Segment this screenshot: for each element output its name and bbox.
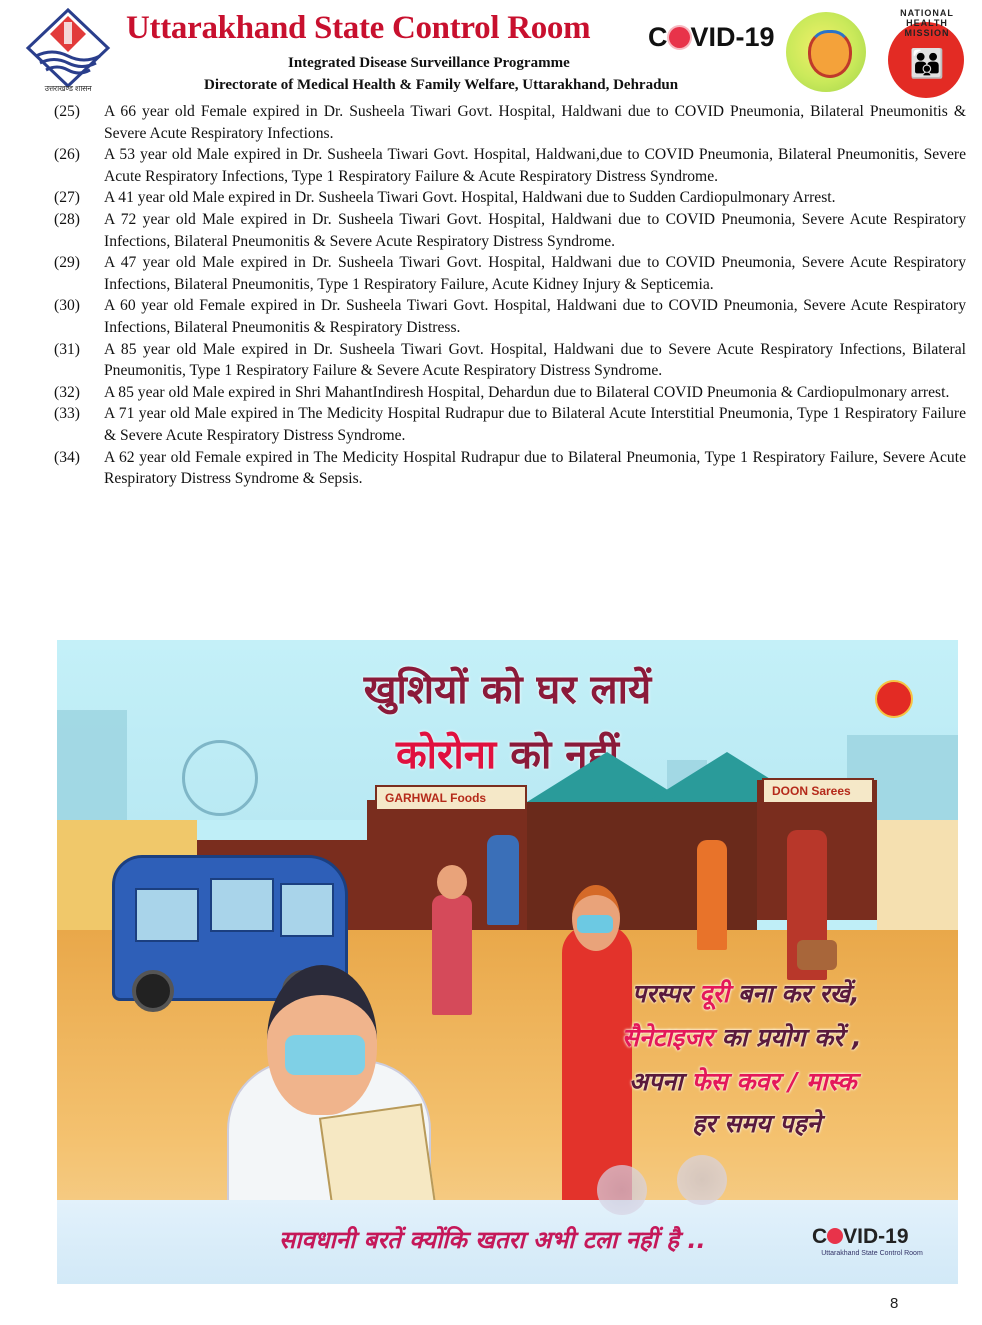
item-text: A 72 year old Male expired in Dr. Susheela Tiwari Govt. Hospital, Haldwani due to COVID Pneumonia, Severe Acute Respiratory Infections, Bilateral Pneumonitis & Severe Acute Respiratory Distress Syndrome. — [104, 210, 966, 250]
doctor-mask-icon — [285, 1035, 365, 1075]
emblem-caption: उत्तराखण्ड शासन — [44, 84, 92, 93]
item-number: (31) — [54, 340, 80, 358]
person-head — [437, 865, 467, 899]
poster-message-line1 — [632, 976, 860, 1010]
msg-highlight: सैनेटाइजर — [622, 1023, 713, 1052]
shop-sign-doon: DOON Sarees — [762, 778, 874, 804]
item-number: (34) — [54, 448, 80, 466]
page-title: Uttarakhand State Control Room — [126, 10, 591, 46]
list-item — [54, 209, 966, 252]
item-number: (30) — [54, 297, 80, 315]
msg-text: बना कर रखें, — [729, 979, 860, 1008]
national-health-mission-logo — [882, 8, 972, 98]
msg-text: अपना — [629, 1067, 692, 1096]
item-text: A 41 year old Male expired in Dr. Susheela Tiwari Govt. Hospital, Haldwani due to Sudden Cardiopulmonary Arrest. — [104, 189, 836, 207]
item-text: A 85 year old Male expired in Shri MahantIndiresh Hospital, Dehardun due to Bilateral COVID Pneumonia & Cardiopulmonary arrest. — [104, 383, 950, 401]
poster-message-line3 — [629, 1064, 856, 1098]
masked-face-icon — [808, 30, 852, 78]
list-item — [54, 382, 966, 404]
list-item — [54, 101, 966, 144]
poster-headline-line1: खुशियों को घर लायें — [363, 667, 652, 713]
item-text: A 85 year old Male expired in Dr. Susheela Tiwari Govt. Hospital, Haldwani due to Severe Acute Respiratory Infections, Bilateral Pneumonitis, Type 1 Respiratory Failure & Severe Acute Respiratory Distress Syndrome. — [104, 340, 966, 380]
list-item — [54, 295, 966, 338]
item-text: A 62 year old Female expired in The Medicity Hospital Rudrapur due to Bilateral Pneumonia, Type 1 Respiratory Failure, Severe Acute Respiratory Distress Syndrome & Sepsis. — [104, 448, 966, 488]
item-text: A 53 year old Male expired in Dr. Susheela Tiwari Govt. Hospital, Haldwani,due to COVID Pneumonia, Bilateral Pneumonitis, Severe Acute Respiratory Infections, Type 1 Respiratory Failure & Acute Respiratory Distress Syndrome. — [104, 146, 966, 185]
van-window — [280, 883, 334, 937]
health-campaign-logo-icon — [786, 12, 866, 92]
covid-awareness-poster — [57, 640, 958, 1284]
item-text: A 47 year old Male expired in Dr. Susheela Tiwari Govt. Hospital, Haldwani due to COVID Pneumonia, Severe Acute Respiratory Infections, Bilateral Pneumonitis, Type 1 Respiratory Failure, Acute Kidney Injury & Septicemia. — [104, 254, 966, 293]
dog-illustration — [797, 940, 837, 970]
directorate-subtitle: Directorate of Medical Health & Family Welfare, Uttarakhand, Dehradun — [204, 77, 679, 93]
virus-decoration-icon — [677, 1155, 727, 1205]
programme-subtitle: Integrated Disease Surveillance Programme — [288, 55, 570, 71]
list-item — [54, 447, 966, 490]
covid-prefix: C — [812, 1225, 828, 1248]
virus-icon — [669, 27, 690, 48]
list-item — [54, 144, 966, 187]
virus-icon — [827, 1228, 843, 1244]
shop-sign-garhwal: GARHWAL Foods — [375, 785, 527, 811]
list-item — [54, 187, 966, 209]
item-number: (33) — [54, 405, 80, 423]
item-number: (27) — [54, 189, 80, 207]
msg-text: हर समय पहने — [692, 1109, 821, 1138]
list-item — [54, 339, 966, 382]
covid19-badge — [648, 22, 775, 53]
poster-message-line4 — [692, 1106, 821, 1140]
face-mask-icon — [577, 915, 613, 933]
person-illustration — [697, 840, 727, 950]
item-number: (25) — [54, 103, 80, 120]
item-text: A 71 year old Male expired in The Medicity Hospital Rudrapur due to Bilateral Acute Interstitial Pneumonia, Type 1 Respiratory Failure & Severe Acute Respiratory Distress Syndrome. — [104, 405, 966, 444]
uttarakhand-emblem-icon — [22, 6, 114, 94]
msg-text: का प्रयोग करें , — [712, 1023, 862, 1052]
list-item — [54, 403, 966, 446]
poster-message-line2 — [622, 1020, 862, 1054]
item-number: (32) — [54, 383, 80, 401]
virus-decoration-icon — [597, 1165, 647, 1215]
item-text: A 60 year old Female expired in Dr. Susheela Tiwari Govt. Hospital, Haldwani due to COVID Pneumonia, Severe Acute Respiratory Infections, Bilateral Pneumonitis & Respiratory Distress. — [104, 297, 966, 336]
msg-highlight: दूरी — [699, 979, 730, 1008]
document-header — [0, 0, 982, 100]
item-number: (29) — [54, 254, 80, 272]
man-in-red-illustration — [562, 925, 632, 1205]
van-window — [210, 878, 274, 932]
poster-headline-line2 — [57, 725, 958, 780]
headline-not: को नहीं — [496, 732, 620, 778]
nhm-small-logo-icon — [875, 680, 913, 718]
page-number: 8 — [890, 1295, 899, 1312]
poster-footer-warning: सावधानी बरतें क्योंकि खतरा अभी टला नहीं है .. — [279, 1226, 706, 1254]
covid-suffix: VID-19 — [690, 22, 775, 52]
person-illustration — [487, 835, 519, 925]
covid-prefix: C — [648, 22, 668, 52]
person-illustration — [432, 895, 472, 1015]
van-window — [135, 888, 199, 942]
item-number: (28) — [54, 210, 80, 228]
covid-suffix: VID-19 — [843, 1225, 909, 1248]
item-number: (26) — [54, 146, 80, 164]
family-icon: 👪 — [909, 47, 945, 80]
poster-covid-badge-sub: Uttarakhand State Control Room — [821, 1250, 923, 1257]
msg-text: परस्पर — [632, 979, 700, 1008]
death-report-list — [54, 101, 966, 490]
list-item — [54, 252, 966, 295]
msg-highlight: फेस कवर / मास्क — [691, 1067, 857, 1096]
item-text: A 66 year old Female expired in Dr. Susheela Tiwari Govt. Hospital, Haldwani due to COVID Pneumonia, Bilateral Pneumonitis & Severe Acute Respiratory Infections. — [104, 103, 966, 142]
nhm-arc-text: NATIONAL HEALTH MISSION — [900, 8, 954, 38]
headline-corona: कोरोना — [395, 732, 497, 778]
van-wheel — [132, 970, 174, 1012]
poster-covid-badge — [812, 1225, 909, 1249]
